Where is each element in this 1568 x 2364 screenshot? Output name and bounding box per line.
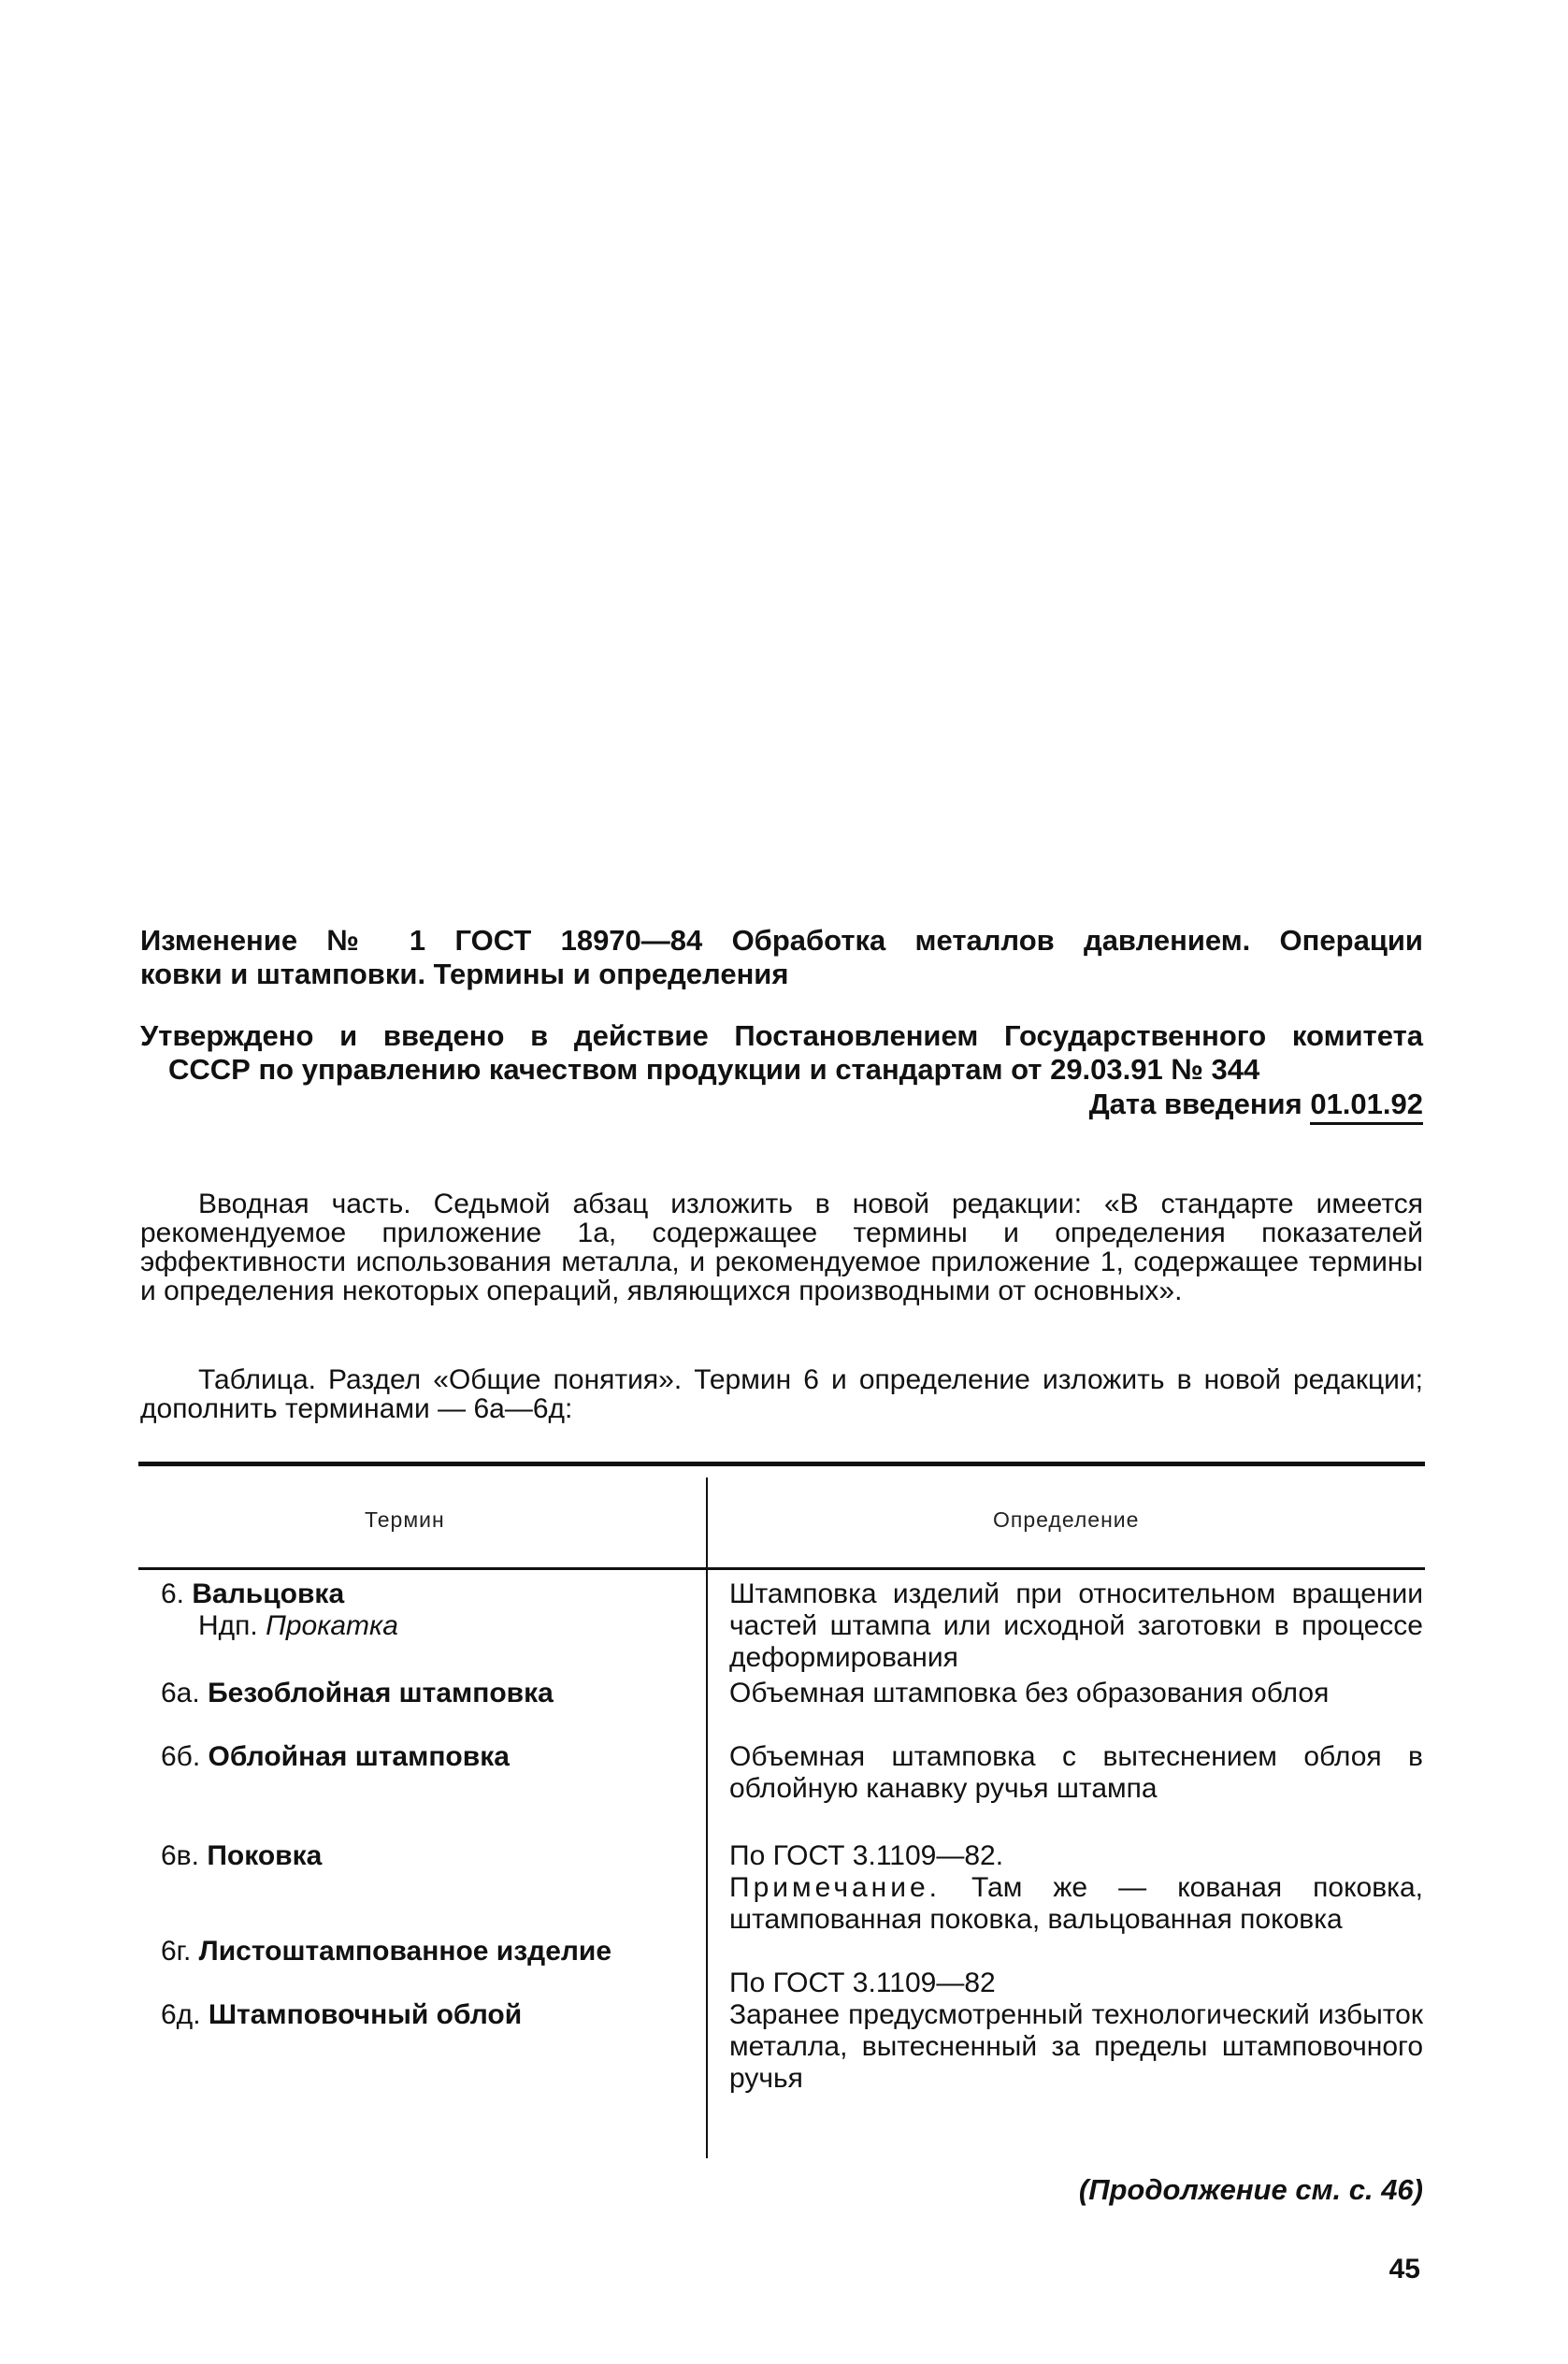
term-name: Облойная штамповка	[208, 1741, 510, 1772]
title-line-2: ковки и штамповки. Термины и определения	[140, 958, 789, 990]
definition-row-6: Штамповка изделий при относительном вращении частей штампа или исходной заготовки в процессе деформирования	[729, 1578, 1423, 1673]
approval-statement	[140, 1019, 1423, 1087]
term-number: 6г.	[161, 1936, 192, 1967]
term-number: 6б.	[161, 1741, 201, 1772]
amendment-title	[140, 924, 1423, 991]
term-name: Листоштампованное изделие	[198, 1936, 612, 1967]
page-number: 45	[1388, 2254, 1420, 2285]
date-value: 01.01.92	[1310, 1088, 1423, 1125]
term-name: Штамповочный облой	[208, 1999, 523, 2030]
continuation-note: (Продолжение см. с. 46)	[1078, 2173, 1423, 2206]
synonym-prefix: Ндп.	[198, 1610, 258, 1641]
definition-row-6d: Заранее предусмотренный технологический избыток металла, вытесненный за пределы штамповочного ручья	[729, 1999, 1423, 2094]
intro-paragraph: Вводная часть. Седьмой абзац изложить в новой редакции: «В стандарте имеется рекомендуемое приложение 1а, содержащее термины и определения показателей эффективности использования металла, и рекомендуемое приложение 1, содержащее термины и определения некоторых операций, являющихся производными от основных».	[140, 1189, 1423, 1306]
term-number: 6.	[161, 1578, 185, 1609]
term-row-6a	[161, 1678, 684, 1709]
definition-reference: По ГОСТ 3.1109—82.	[729, 1840, 1004, 1871]
table-top-rule	[138, 1462, 1425, 1466]
definition-row-6g: По ГОСТ 3.1109—82	[729, 1968, 996, 1998]
table-instruction-paragraph: Таблица. Раздел «Общие понятия». Термин 6 и определение изложить в новой редакции; дополнить терминами — 6а—6д:	[140, 1364, 1423, 1424]
term-row-6d	[161, 1999, 684, 2031]
term-row-6	[161, 1578, 684, 1642]
term-number: 6в.	[161, 1840, 199, 1871]
synonym-term: Прокатка	[266, 1610, 398, 1641]
column-header-definition: Определение	[993, 1507, 1140, 1532]
deprecated-synonym	[161, 1610, 684, 1642]
note-label: Примечание.	[729, 1872, 941, 1903]
note-text: Там же — кованая поковка, штампованная поковка, вальцованная поковка	[729, 1872, 1423, 1935]
term-row-6v	[161, 1840, 684, 1872]
term-number: 6д.	[161, 1999, 201, 2030]
definition-row-6b: Объемная штамповка с вытеснением облоя в облойную канавку ручья штампа	[729, 1741, 1423, 1804]
definition-row-6a: Объемная штамповка без образования облоя	[729, 1678, 1330, 1708]
date-label: Дата введения	[1088, 1088, 1302, 1120]
effective-date	[1089, 1088, 1423, 1121]
approval-line-1: Утверждено и введено в действие Постановлением Государственного комитета	[140, 1019, 1423, 1052]
term-number: 6а.	[161, 1678, 200, 1708]
term-row-6b	[161, 1741, 684, 1773]
approval-line-2: СССР по управлению качеством продукции и стандартам от 29.03.91 № 344	[168, 1053, 1260, 1086]
definition-row-6v	[729, 1840, 1423, 1936]
table-column-divider	[706, 1478, 708, 2158]
title-line-1: Изменение № 1 ГОСТ 18970—84 Обработка металлов давлением. Операции	[140, 924, 1423, 957]
column-header-term: Термин	[365, 1507, 445, 1532]
table-header-rule	[138, 1567, 1425, 1570]
term-row-6g	[161, 1936, 684, 1968]
term-name: Поковка	[207, 1840, 323, 1871]
term-name: Безоблойная штамповка	[208, 1678, 554, 1708]
term-name: Вальцовка	[192, 1578, 345, 1609]
